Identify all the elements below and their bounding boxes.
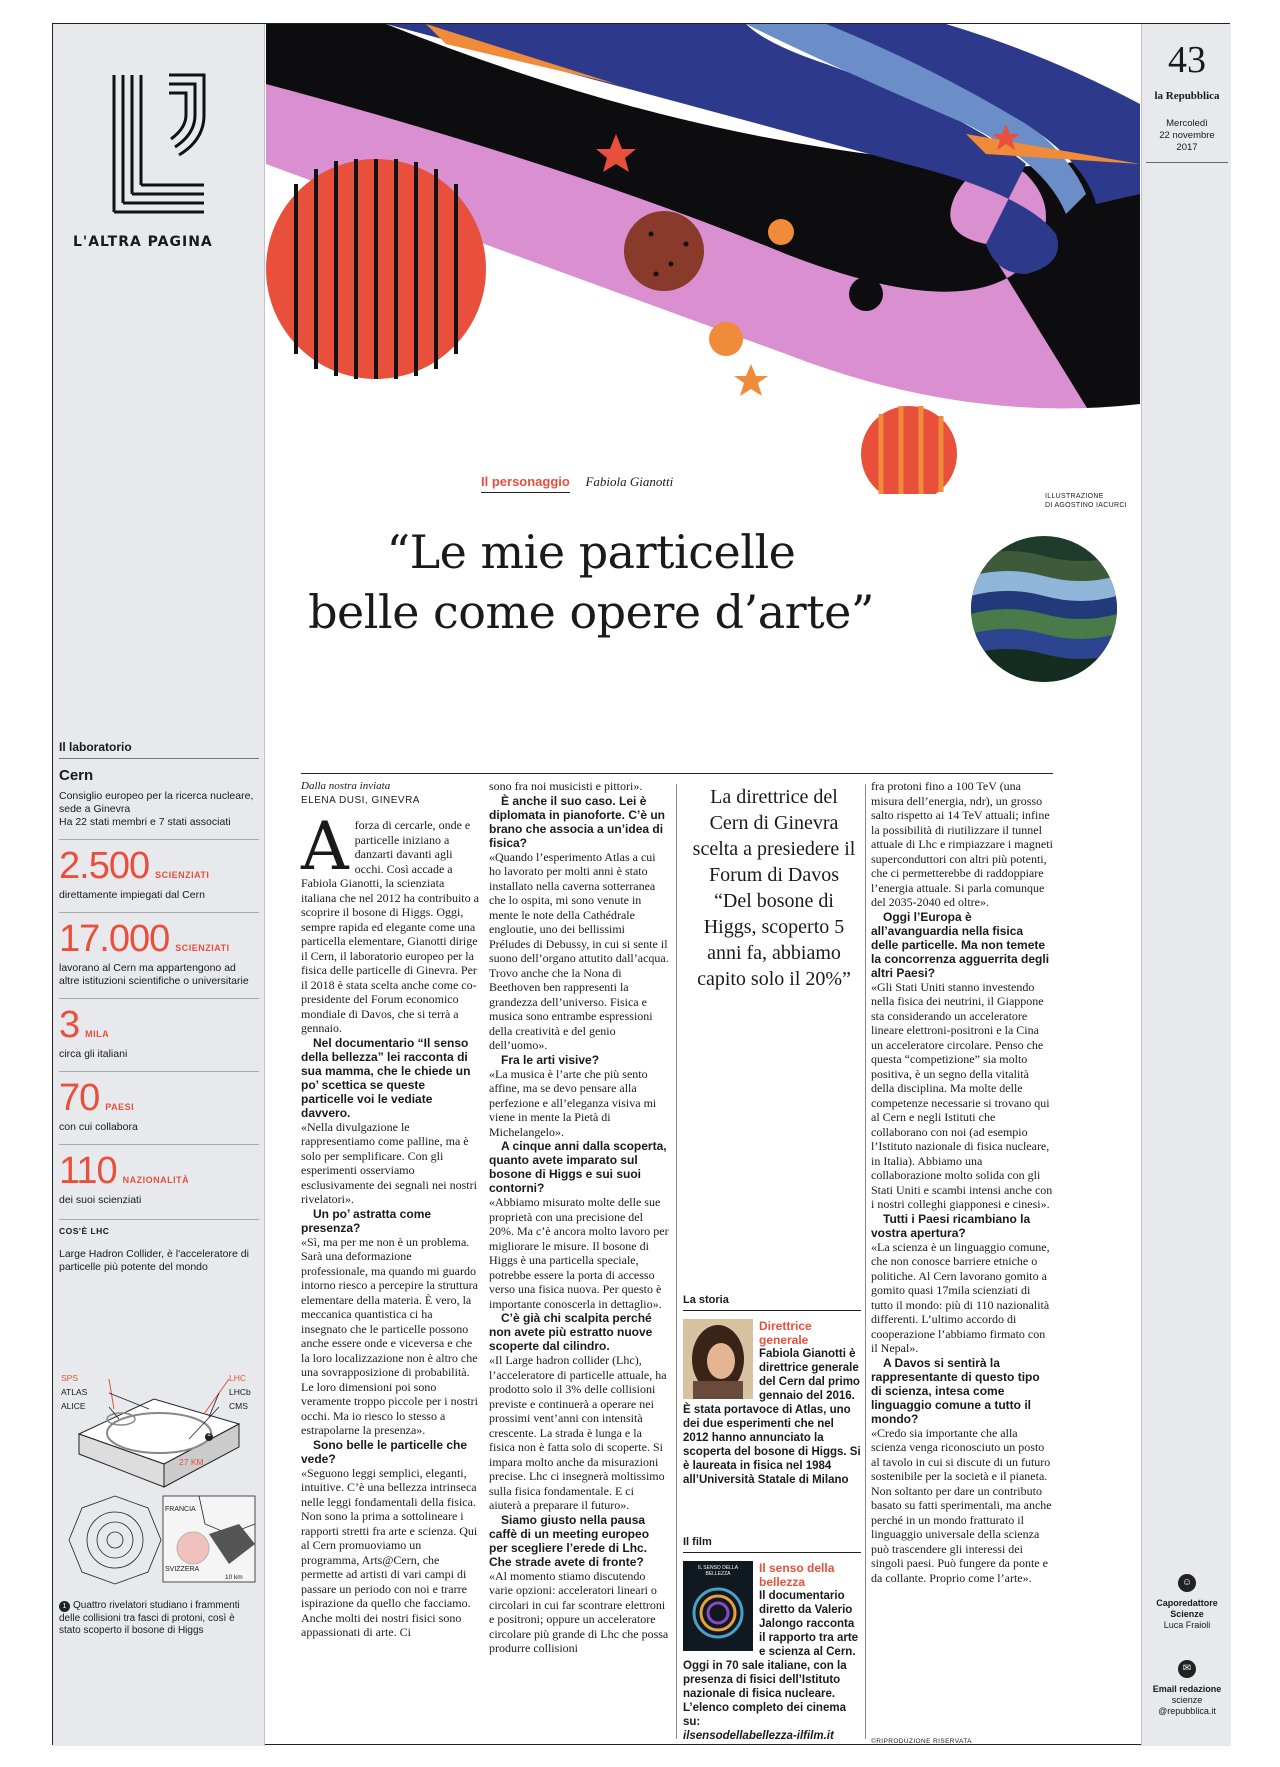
stat-description: circa gli italiani xyxy=(59,1048,128,1060)
interview-question: Nel documentario “Il senso della bellezza” lei racconta di sua mamma, che le chiede un po’ scettica se queste particelle voi le vediate davvero. xyxy=(301,1035,471,1120)
space-illustration xyxy=(266,24,1140,494)
article-paragraph: «Seguono leggi semplici, eleganti, intuitive. C’è una bellezza intrinseca nelle leggi fondamentali della fisica. Non sono la prima a sottolineare i rapporti stretti fra arte e scienza. Qui al Cern promuoviamo un programma, Arts@Cern, che permette ad artisti di vari campi di passare un periodo con noi e trarre ispirazione da quello che facciamo. Anche molti dei nostri fisici sono appassionati di arte. Ci xyxy=(301,1465,478,1639)
column-divider-1 xyxy=(676,784,677,1739)
article-paragraph: «La scienza è un linguaggio comune, che non conosce barriere etniche o politiche. Al Cern lavorano gomito a gomito quasi 17mila scienziati di tutto il mondo: più di 110 nazionalità differenti. L’ultimo accordo di cooperazione l’abbiamo firmato con il Nepal». xyxy=(871,1239,1050,1355)
article-paragraph: «Quando l’esperimento Atlas a cui ho lavorato per molti anni è stato installato nella caverna sotterranea che lo ospita, mi sono venute in mente le note della Cathédrale engloutie, uno dei bellissimi Préludes di Debussy, in cui si sente il suono dell’organo attutito dall’acqua. Trovo anche che la Nona di Beethoven ben rappresenti la grandezza dell’universo. Fisica e musica sono entrambe espressioni della creatività e del genio dell’uomo». xyxy=(489,849,669,1052)
stat-item xyxy=(59,998,259,1061)
interview-question: Sono belle le particelle che vede? xyxy=(301,1437,468,1466)
article-column-1 xyxy=(301,779,481,1640)
infobox-kicker: Il laboratorio xyxy=(59,740,259,759)
film-label: Il film xyxy=(683,1536,861,1553)
copyright-note: ©RIPRODUZIONE RISERVATA xyxy=(871,1738,972,1745)
stat-value: 17.000 xyxy=(59,918,170,960)
stats-list xyxy=(59,839,259,1207)
stat-unit: MILA xyxy=(85,1029,110,1039)
label-atlas: ATLAS xyxy=(61,1387,88,1397)
caption-text: Quattro rivelatori studiano i frammenti delle collisioni tra fasci di protoni, così è stato scoperto il bosone di Higgs xyxy=(59,1600,240,1636)
stat-value: 70 xyxy=(59,1077,100,1119)
headline-line-1: “Le mie particelle xyxy=(386,525,796,579)
film-title: Il senso della bellezza xyxy=(759,1561,835,1589)
stat-description: lavorano al Cern ma appartengono ad altre istituzioni scientifiche o universitarie xyxy=(59,962,249,987)
left-sidebar xyxy=(53,24,265,1746)
email-contact xyxy=(1146,1660,1228,1717)
article-paragraph: «Al momento stiamo discutendo varie opzioni: acceleratori lineari o circolari in cui far scontrare elettroni e positroni; oppure un acceleratore circolare più grande di Lhc che possa produrre collisioni xyxy=(489,1568,669,1655)
interview-question: A cinque anni dalla scoperta, quanto avete imparato sul bosone di Higgs e sui suoi contorni? xyxy=(489,1139,667,1195)
stat-description: direttamente impiegati dal Cern xyxy=(59,889,205,901)
credit-line-2: DI AGOSTINO IACURCI xyxy=(1045,502,1127,509)
credit-line-1: ILLUSTRAZIONE xyxy=(1045,493,1104,500)
stat-description: dei suoi scienziati xyxy=(59,1194,142,1206)
infobox-description: Consiglio europeo per la ricerca nucleare, sede a Ginevra Ha 22 stati membri e 7 stati associati xyxy=(59,790,254,828)
publication-date xyxy=(1146,118,1228,163)
article-paragraph: «Abbiamo misurato molte delle sue proprietà con una precisione del 20%. Ma c’è ancora molto lavoro per migliorare le misure. Il bosone di Higgs è una particella speciale, potrebbe essere la porta di accesso verso una fisica nuova. Per questo è importante conoscerla in dettaglio». xyxy=(489,1195,669,1311)
interview-question: È anche il suo caso. Lei è diplomata in pianoforte. C’è un brano che associa a un’idea di fisica? xyxy=(489,793,666,850)
stat-unit: SCIENZIATI xyxy=(155,870,210,880)
label-alice: ALICE xyxy=(61,1401,86,1411)
byline-name: ELENA DUSI, GINEVRA xyxy=(301,794,420,806)
article-paragraph: «Il Large hadron collider (Lhc), l’acceleratore di particelle attuale, ha prodotto solo il 3% delle collisioni previste e continuerà a operare nei prossimi vent’anni con intensità crescente. La strada è lunga e la fisica non è fatta solo di scoperte. Si impara molto anche da misurazioni precise. Lhc ci insegnerà moltissimo sulla fisica fondamentale. E ci aiuterà a preparare il futuro». xyxy=(489,1353,667,1512)
laltra-pagina-logo xyxy=(109,70,209,218)
interview-question: Fra le arti visive? xyxy=(501,1052,600,1067)
date-weekday: Mercoledì xyxy=(1166,118,1208,129)
editor-name: Luca Fraioli xyxy=(1163,1620,1211,1630)
story-title: Direttrice generale xyxy=(759,1319,812,1347)
illustration-credit xyxy=(1045,492,1127,510)
stat-item xyxy=(59,1071,259,1134)
story-box xyxy=(683,1294,861,1487)
stat-unit: SCIENZIATI xyxy=(175,943,230,953)
person-icon: ☺ xyxy=(1178,1574,1196,1592)
interview-question: Tutti i Paesi ricambiano la vostra apertura? xyxy=(871,1211,1031,1240)
stat-value: 110 xyxy=(59,1150,117,1192)
headline-line-2: belle come opere d’arte” xyxy=(308,585,874,639)
interview-question: Siamo giusto nella pausa caffè di un meeting europeo per scegliere l’erede di Lhc. Che strade avete di fronte? xyxy=(489,1512,650,1569)
pullquote: La direttrice del Cern di Ginevra scelta a presiedere il Forum di Davos “Del bosone di Higgs, scoperto 5 anni fa, abbiamo capito solo il 20%” xyxy=(692,786,856,990)
article-paragraph: «La musica è l’arte che più sento affine, ma se devo pensare alla perfezione e all’eleganza visiva mi viene in mente la Pietà di Michelangelo». xyxy=(489,1066,657,1139)
date-year: 2017 xyxy=(1176,142,1198,153)
label-marker: 1 xyxy=(207,1431,211,1438)
stat-item xyxy=(59,912,259,988)
dropcap: A xyxy=(301,808,349,885)
kicker-label: Il personaggio xyxy=(481,474,570,493)
article-paragraph: «Nella divulgazione le rappresentiamo come palline, ma è solo per semplificare. Con gli esperimenti osserviamo esclusivamente dei segnali nei nostri rivelatori». xyxy=(301,1119,477,1206)
article-paragraph: sono fra noi musicisti e pittori». xyxy=(489,779,643,793)
film-poster-title: IL SENSO DELLA BELLEZZA xyxy=(697,1565,739,1577)
film-url[interactable]: ilsensodellabellezza-ilfilm.it xyxy=(683,1730,834,1742)
interview-question: C’è già chi scalpita perché non avete più estratto nuove scoperte dal cilindro. xyxy=(489,1311,653,1353)
label-switzerland: SVIZZERA xyxy=(165,1566,200,1573)
cern-infobox xyxy=(59,740,259,1274)
article-paragraph: «Sì, ma per me non è un problema. Sarà una deformazione professionale, ma quando mi guardo intorno riesco a percepire la struttura elementare della materia. È vero, la meccanica quantistica ci ha insegnato che le particelle possono anche essere onde e viceversa e che la loro localizzazione non è altro che una sovrapposizione di probabilità. Le loro dimensioni poi sono veramente troppo piccole per i nostri occhi. Ma io riesco lo stesso a estrapolarne la presenza». xyxy=(301,1234,478,1437)
stat-unit: NAZIONALITÀ xyxy=(122,1175,190,1185)
label-sps: SPS xyxy=(61,1373,79,1383)
label-ring-length: 27 KM xyxy=(179,1457,204,1467)
infobox-title: Cern xyxy=(59,767,94,784)
label-lhcb: LHCb xyxy=(229,1387,251,1397)
article-paragraph: «Credo sia importante che alla scienza venga riconosciuto un posto al tavolo in cui si discute di un futuro sostenibile per la società e il pianeta. Non soltanto per dare un contributo basato su fatti sperimentali, ma anche perché in un mondo fratturato il linguaggio universale della scienza può trascendere gli interessi dei singoli paesi. Può fungere da ponte e da collante. Proprio come l’arte». xyxy=(871,1425,1052,1585)
stat-item xyxy=(59,839,259,902)
lhc-caption xyxy=(59,1600,259,1638)
column-divider-2 xyxy=(865,784,866,1739)
stat-value: 2.500 xyxy=(59,845,150,887)
email-address[interactable]: scienze @repubblica.it xyxy=(1158,1695,1216,1716)
stat-description: con cui collabora xyxy=(59,1121,138,1133)
stat-unit: PAESI xyxy=(105,1102,135,1112)
lhc-description: Large Hadron Collider, è l'acceleratore di particelle più potente del mondo xyxy=(59,1248,249,1273)
newspaper-page xyxy=(52,23,1230,1745)
article-paragraph: forza di cercarle, onde e particelle iniziano a danzarti davanti agli occhi. Così accade a Fabiola Gianotti, la scienziata italiana che nel 2012 ha contribuito a scoprire il bosone di Higgs. Oggi, sempre rapida ed elegante come una particella elementare, Gianotti dirige il Cern, il laboratorio europeo per la fisica delle particelle di Ginevra. Per il 2018 è stata scelta anche come co-presidente del Forum economico mondiale di Davos, che si terrà a gennaio. xyxy=(301,818,479,1035)
label-france: FRANCIA xyxy=(165,1506,196,1513)
lhc-detail-diagrams xyxy=(59,1494,259,1586)
label-scale: 10 km xyxy=(225,1574,243,1581)
editor-title: Caporedattore Scienze xyxy=(1156,1598,1218,1619)
article-kicker xyxy=(481,474,673,490)
article-paragraph: fra protoni fino a 100 TeV (una misura dell’energia, ndr), un grosso salto rispetto ai 14 TeV attuali; infine la possibilità di riutilizzare il tunnel attuale di Lhc e rimpiazzare i magneti superconduttori con altri più potenti, che ci permetterebbe di raddoppiare l’energia attuale. Si parla comunque del 2035-2040 ed oltre». xyxy=(871,779,1053,909)
story-label: La storia xyxy=(683,1294,861,1311)
email-icon: ✉ xyxy=(1178,1660,1196,1678)
stat-item xyxy=(59,1144,259,1207)
interview-question: Un po’ astratta come presenza? xyxy=(301,1206,432,1235)
striped-planet-illustration xyxy=(971,536,1117,682)
kicker-name: Fabiola Gianotti xyxy=(585,474,674,489)
film-poster xyxy=(683,1561,753,1651)
film-text: Il documentario diretto da Valerio Jalongo racconta il rapporto tra arte e scienza al Cern. Oggi in 70 sale italiane, con la presenza di fisici dell’Istituto nazionale di fisica nucleare. L’elenco completo dei cinema su: xyxy=(683,1590,859,1728)
article-top-rule xyxy=(301,773,1053,774)
page-number: 43 xyxy=(1168,39,1206,81)
newspaper-name: la Repubblica xyxy=(1154,90,1220,102)
lhc-diagram xyxy=(59,1369,259,1489)
stat-value: 3 xyxy=(59,1004,80,1046)
headline xyxy=(271,522,911,642)
article-column-2 xyxy=(489,779,669,1656)
email-title: Email redazione xyxy=(1152,1684,1222,1694)
label-lhc: LHC xyxy=(229,1373,247,1383)
right-sidebar xyxy=(1141,24,1231,1746)
lhc-detail-drawing xyxy=(59,1494,259,1586)
caption-marker: 1 xyxy=(59,1601,70,1612)
story-text: Fabiola Gianotti è direttrice generale del Cern dal primo gennaio del 2016. È stata portavoce di Atlas, uno dei due esperimenti che nel 2012 hanno annunciato la scoperta del bosone di Higgs. Si è laureata in fisica nel 1984 all’Università Statale di Milano xyxy=(683,1348,861,1486)
editor-contact xyxy=(1146,1574,1228,1631)
lhc-kicker: COS'È LHC xyxy=(59,1219,259,1236)
section-name: L'ALTRA PAGINA xyxy=(73,234,213,250)
byline-intro: Dalla nostra inviata xyxy=(301,780,391,792)
date-day-month: 22 novembre xyxy=(1159,130,1215,141)
gianotti-photo xyxy=(683,1319,753,1399)
article-column-4 xyxy=(871,779,1053,1585)
article-paragraph: «Gli Stati Uniti stanno investendo nella fisica dei neutrini, il Giappone sta considerando un acceleratore lineare elettroni-positroni e la Cina un acceleratore circolare. Penso che questa “competizione” sia molto positiva, è un segno della vitalità della disciplina. Ma molte delle competenze necessarie si trovano qui al Cern e negli Istituti che collaborano con noi (ad esempio l’Istituto nazionale di fisica nucleare, in Italia). Abbiamo una collaborazione molto solida con gli Stati Uniti e scambi intensi anche con i nostri colleghi giapponesi e cinesi». xyxy=(871,979,1053,1211)
interview-question: A Davos si sentirà la rappresentante di questo tipo di scienza, intesa come linguaggio comune a tutto il mondo? xyxy=(871,1355,1040,1426)
label-cms: CMS xyxy=(229,1401,248,1411)
film-box xyxy=(683,1536,861,1743)
interview-question: Oggi l’Europa è all’avanguardia nella fisica delle particelle. Ma non temete la concorrenza agguerrita degli altri Paesi? xyxy=(871,909,1050,980)
column-1-body xyxy=(301,808,481,1640)
